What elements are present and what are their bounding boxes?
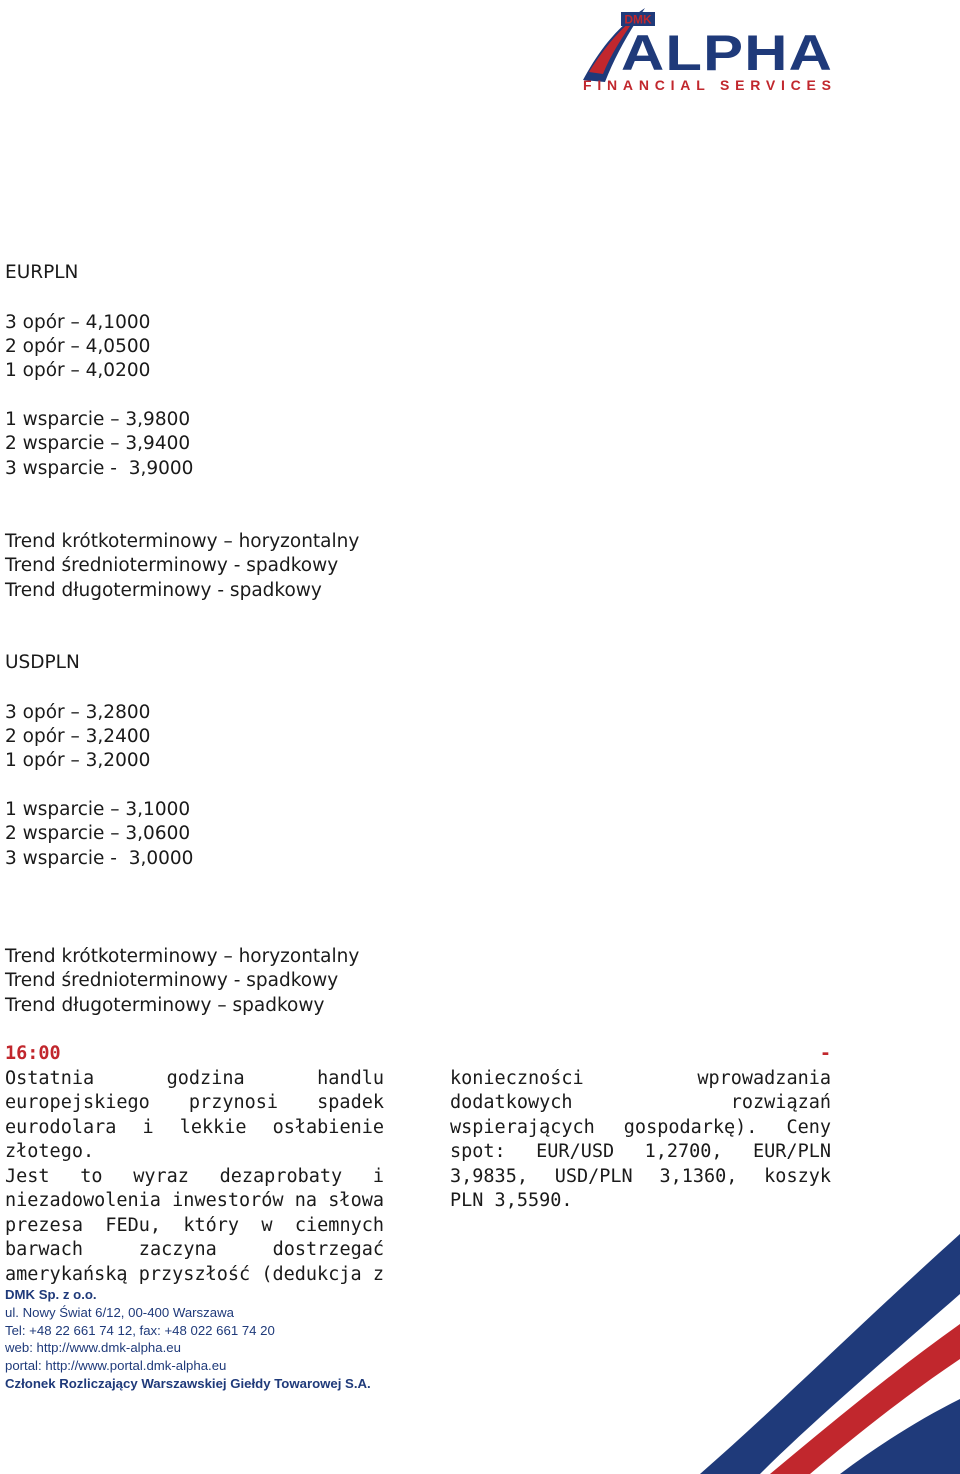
usdpln-resistance-2: 2 opór – 3,2400 [5,726,151,747]
eurpln-resistance-1: 1 opór – 4,0200 [5,360,151,381]
commentary-left-column [5,1042,384,1287]
commentary-left-line: eurodolara i lekkie osłabienie złotego. [5,1116,384,1162]
footer-company: DMK Sp. z o.o. [5,1287,97,1302]
commentary-right-line: PLN 3,5590. [450,1190,573,1211]
eurpln-support-1: 1 wsparcie – 3,9800 [5,409,191,430]
eurpln-trend-medium: Trend średnioterminowy - spadkowy [5,555,339,576]
usdpln-trend-medium: Trend średnioterminowy - spadkowy [5,970,339,991]
commentary-right-line: dodatkowych rozwiązań [450,1092,831,1113]
commentary-right-line: wspierających gospodarkę). Ceny [450,1116,831,1138]
dmk-alpha-logo [575,2,835,97]
eurpln-support-2: 2 wsparcie – 3,9400 [5,433,191,454]
footer-phone: Tel: +48 22 661 74 12, fax: +48 022 661 74 20 [5,1322,275,1338]
commentary-left-line: europejskiego przynosi spadek [5,1092,384,1113]
footer-web[interactable]: web: http://www.dmk-alpha.eu [5,1340,181,1356]
commentary-right-line: 3,9835, USD/PLN 3,1360, koszyk [450,1165,831,1187]
commentary-left-line: Ostatnia godzina handlu [5,1067,384,1089]
eurpln-resistance-2: 2 opór – 4,0500 [5,336,151,357]
usdpln-resistance-3: 3 opór – 3,2800 [5,702,151,723]
footer-address: ul. Nowy Świat 6/12, 00-400 Warszawa [5,1304,234,1320]
usdpln-support-1: 1 wsparcie – 3,1000 [5,799,191,820]
eurpln-title: EURPLN [5,262,79,283]
usdpln-trend-short: Trend krótkoterminowy – horyzontalny [5,946,360,967]
commentary-right-line: spot: EUR/USD 1,2700, EUR/PLN [450,1141,831,1162]
usdpln-title: USDPLN [5,652,80,673]
logo-badge-text: DMK [624,12,652,27]
commentary-left-line: niezadowolenia inwestorów na słowa [5,1190,384,1211]
footer [5,1286,371,1393]
footer-member: Członek Rozliczający Warszawskiej Giełdy Towarowej S.A. [5,1375,371,1391]
eurpln-resistance-3: 3 opór – 4,1000 [5,312,151,333]
usdpln-resistance-1: 1 opór – 3,2000 [5,750,151,771]
commentary-left-line: Jest to wyraz dezaprobaty i [5,1165,384,1187]
usdpln-support-2: 2 wsparcie – 3,0600 [5,823,191,844]
logo-name: ALPHA [621,25,833,81]
commentary-right-line: konieczności wprowadzania [450,1067,831,1089]
usdpln-trend-long: Trend długoterminowy – spadkowy [5,995,325,1016]
eurpln-trend-long: Trend długoterminowy - spadkowy [5,580,322,601]
footer-swoosh-decoration [520,1174,960,1474]
eurpln-trend-short: Trend krótkoterminowy – horyzontalny [5,531,360,552]
logo-tagline: FINANCIAL SERVICES [583,77,831,93]
commentary-left-line: amerykańską przyszłość (dedukcja z [5,1263,384,1285]
commentary-hyphen: - [819,1043,831,1064]
usdpln-support-3: 3 wsparcie - 3,0000 [5,848,194,869]
commentary-left-line: prezesa FEDu, który w ciemnych [5,1214,384,1236]
commentary-left-line: barwach zaczyna dostrzegać [5,1239,384,1260]
commentary-time: 16:00 [5,1043,61,1064]
eurpln-support-3: 3 wsparcie - 3,9000 [5,458,194,479]
footer-portal[interactable]: portal: http://www.portal.dmk-alpha.eu [5,1358,227,1374]
